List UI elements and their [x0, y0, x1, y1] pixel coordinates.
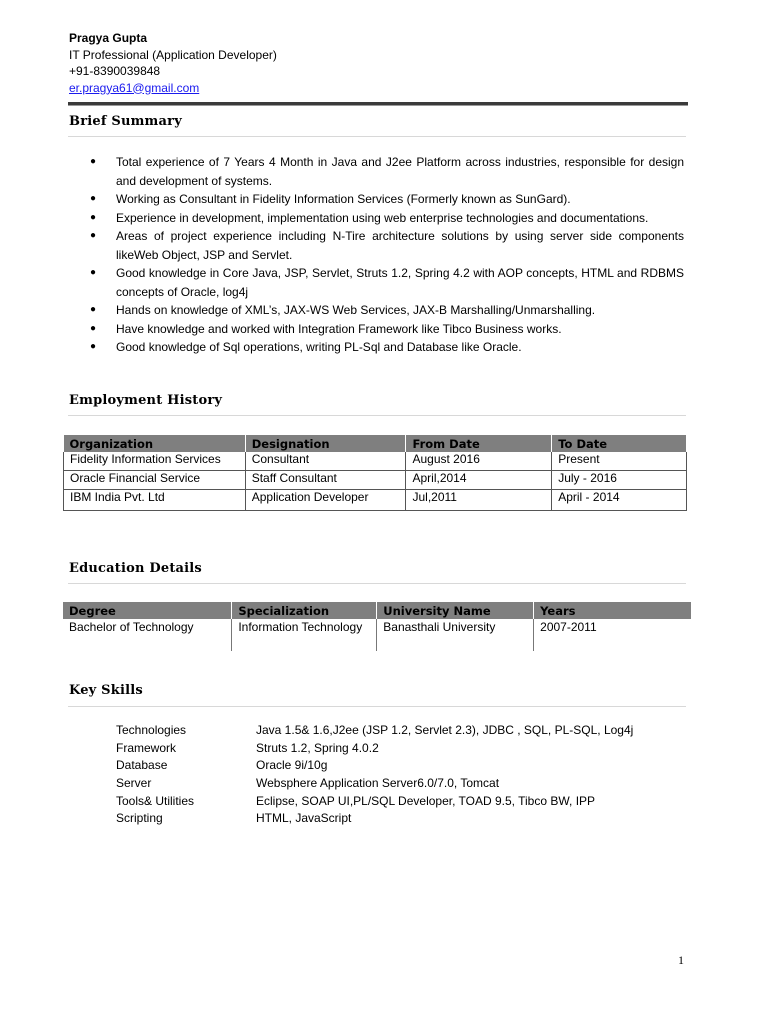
summary-item: ● Hands on knowledge of XML’s, JAX-WS Web Services, JAX-B Marshalling/Unmarshalling.: [90, 301, 684, 320]
table-cell: Application Developer: [245, 490, 406, 511]
skill-category: Scripting: [116, 811, 163, 826]
skill-category: Server: [116, 776, 152, 791]
table-cell: Oracle Financial Service: [64, 471, 246, 490]
summary-list: [90, 153, 684, 357]
employment-heading: Employment History: [69, 393, 223, 408]
skill-row: [116, 723, 633, 741]
summary-item: ● Have knowledge and worked with Integration Framework like Tibco Business works.: [90, 320, 684, 339]
table-cell: April - 2014: [552, 490, 687, 511]
table-row: [64, 471, 687, 490]
summary-divider: [68, 136, 686, 137]
skill-row: [116, 794, 633, 812]
skill-value: HTML, JavaScript: [256, 811, 352, 826]
table-cell: August 2016: [406, 452, 552, 471]
summary-item: ● Areas of project experience including N-Tire architecture solutions by using server side components likeWeb Object, JSP and Servlet.: [90, 227, 684, 264]
skill-category: Tools& Utilities: [116, 793, 195, 808]
education-table: [63, 602, 692, 651]
candidate-title: IT Professional (Application Developer): [69, 47, 277, 62]
resume-header: [69, 30, 277, 96]
skill-value: Struts 1.2, Spring 4.0.2: [256, 740, 379, 755]
column-header: Years: [534, 602, 692, 619]
education-heading: Education Details: [69, 561, 202, 576]
skill-value: Websphere Application Server6.0/7.0, Tomcat: [256, 776, 500, 791]
skill-row: [116, 776, 633, 794]
column-header: Degree: [63, 602, 232, 619]
candidate-email-link[interactable]: er.pragya61@gmail.com: [69, 80, 200, 95]
skill-row: [116, 741, 633, 759]
skill-row: [116, 811, 633, 829]
column-header: Specialization: [232, 602, 377, 619]
summary-heading: Brief Summary: [69, 114, 182, 129]
skill-value: Java 1.5& 1.6,J2ee (JSP 1.2, Servlet 2.3), JDBC , SQL, PL-SQL, Log4j: [256, 723, 634, 737]
summary-item: ● Good knowledge in Core Java, JSP, Servlet, Struts 1.2, Spring 4.2 with AOP concepts, HTML and RDBMS concepts of Oracle, log4j: [90, 264, 684, 301]
employment-divider: [68, 415, 686, 416]
skills-heading: Key Skills: [69, 683, 143, 698]
table-header-row: [64, 435, 687, 452]
column-header: From Date: [406, 435, 552, 452]
skill-category: Database: [116, 758, 168, 773]
table-cell: Jul,2011: [406, 490, 552, 511]
skills-divider: [68, 706, 686, 707]
skill-row: [116, 758, 633, 776]
table-cell: IBM India Pvt. Ltd: [64, 490, 246, 511]
candidate-phone: +91-8390039848: [69, 64, 161, 78]
column-header: Organization: [64, 435, 246, 452]
employment-table: [63, 435, 687, 511]
table-cell: Consultant: [245, 452, 406, 471]
summary-item: ● Working as Consultant in Fidelity Information Services (Formerly known as SunGard).: [90, 190, 684, 209]
candidate-name: Pragya Gupta: [69, 31, 148, 45]
table-cell: Banasthali University: [377, 619, 534, 651]
summary-item: ● Experience in development, implementation using web enterprise technologies and documentations.: [90, 209, 684, 228]
table-row: [64, 452, 687, 471]
header-divider: [68, 102, 688, 106]
column-header: University Name: [377, 602, 534, 619]
table-cell: Present: [552, 452, 687, 471]
education-divider: [68, 583, 686, 584]
table-cell: Fidelity Information Services: [64, 452, 246, 471]
table-header-row: [63, 602, 692, 619]
column-header: To Date: [552, 435, 687, 452]
table-cell: Bachelor of Technology: [63, 619, 232, 651]
skill-category: Technologies: [116, 723, 187, 737]
summary-item: ● Total experience of 7 Years 4 Month in Java and J2ee Platform across industries, responsible for design and development of systems.: [90, 153, 684, 190]
column-header: Designation: [245, 435, 406, 452]
table-row: [64, 490, 687, 511]
table-cell: Information Technology: [232, 619, 377, 651]
skills-table: [116, 723, 633, 829]
skill-category: Framework: [116, 740, 177, 755]
table-cell: July - 2016: [552, 471, 687, 490]
table-cell: Staff Consultant: [245, 471, 406, 490]
table-cell: April,2014: [406, 471, 552, 490]
page-number: 1: [678, 953, 684, 967]
table-row: [63, 619, 692, 651]
summary-item: ● Good knowledge of Sql operations, writing PL-Sql and Database like Oracle.: [90, 338, 684, 357]
table-cell: 2007-2011: [534, 619, 692, 651]
skill-value: Oracle 9i/10g: [256, 758, 328, 773]
skill-value: Eclipse, SOAP UI,PL/SQL Developer, TOAD 9.5, Tibco BW, IPP: [256, 793, 596, 808]
